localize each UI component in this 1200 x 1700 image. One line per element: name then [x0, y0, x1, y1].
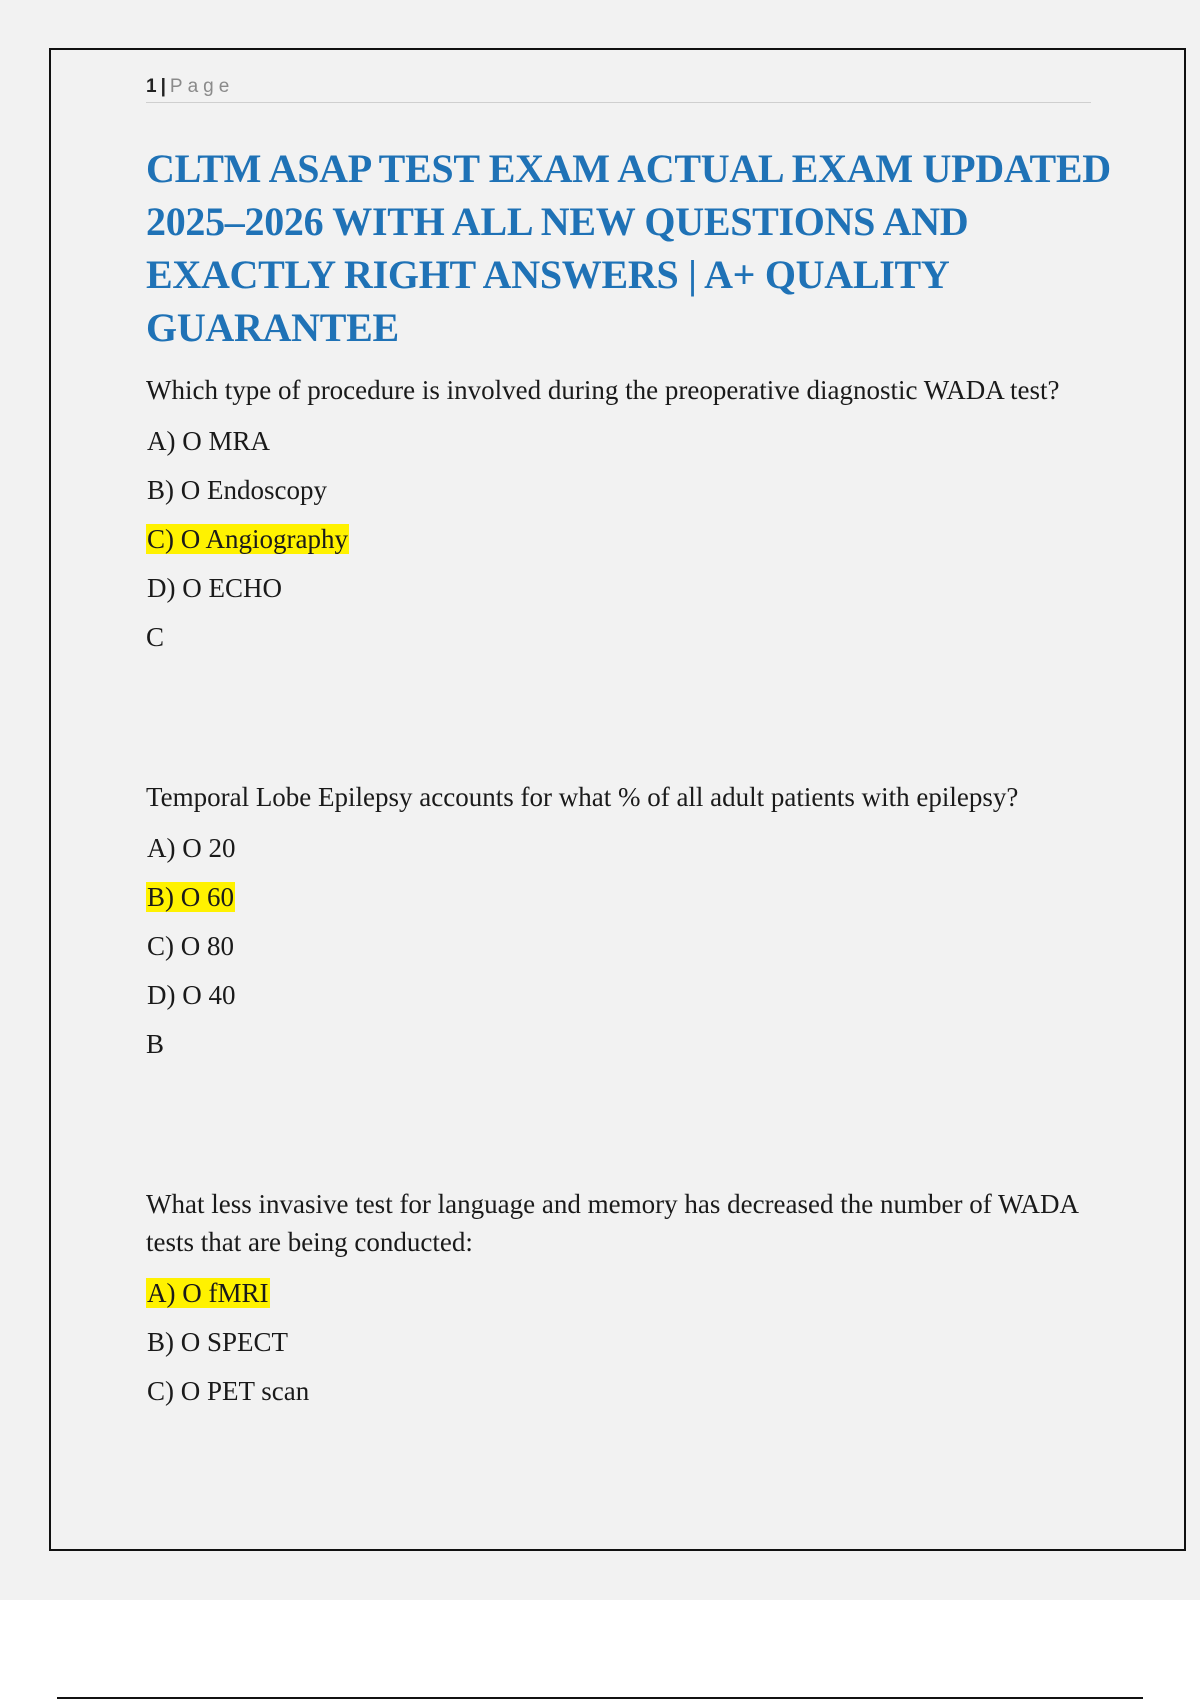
option-label: B) O Endoscopy	[147, 475, 327, 505]
option-label: D) O ECHO	[147, 573, 282, 603]
correct-answer: C	[146, 622, 165, 652]
correct-answer: B	[146, 1029, 165, 1059]
answer-option[interactable]	[146, 473, 1121, 507]
answer-option[interactable]	[146, 831, 1121, 865]
answer-option-highlighted[interactable]	[146, 1276, 1121, 1310]
question-block-2	[146, 778, 1121, 1061]
answer-option[interactable]	[146, 929, 1121, 963]
page-word: Page	[169, 76, 235, 97]
option-label: B) O SPECT	[147, 1327, 289, 1357]
option-label: D) O 40	[147, 980, 236, 1010]
answer-option[interactable]	[146, 978, 1121, 1012]
question-text: Which type of procedure is involved during the preoperative diagnostic WADA test?	[146, 375, 1060, 405]
question-text: What less invasive test for language and memory has decreased the number of WADA tests that are being conducted:	[146, 1189, 1078, 1257]
document-title: CLTM ASAP TEST EXAM ACTUAL EXAM UPDATED 2025–2026 WITH ALL NEW QUESTIONS AND EXACTLY RIGHT ANSWERS | A+ QUALITY GUARANTEE	[146, 146, 1111, 350]
option-label: B) O 60	[147, 882, 234, 912]
spacer	[146, 654, 1121, 778]
answer-option[interactable]	[146, 1325, 1121, 1359]
option-label: A) O 20	[147, 833, 236, 863]
answer-option[interactable]	[146, 1374, 1121, 1408]
option-label: A) O MRA	[147, 426, 271, 456]
page-header	[146, 72, 1091, 103]
question-text: Temporal Lobe Epilepsy accounts for what % of all adult patients with epilepsy?	[146, 782, 1019, 812]
page-header-separator: |	[160, 76, 166, 97]
question-block-3	[146, 1185, 1121, 1408]
answer-option[interactable]	[146, 571, 1121, 605]
answer-option-highlighted[interactable]	[146, 522, 1121, 556]
option-label: C) O 80	[147, 931, 234, 961]
page-number: 1	[146, 76, 157, 97]
next-page-top-rule	[57, 1697, 1143, 1699]
answer-option-highlighted[interactable]	[146, 880, 1121, 914]
question-block-1	[146, 371, 1121, 654]
option-label: C) O Angiography	[147, 524, 348, 554]
option-label: C) O PET scan	[147, 1376, 310, 1406]
document-page	[49, 48, 1186, 1551]
spacer	[146, 1061, 1121, 1185]
option-label: A) O fMRI	[147, 1278, 269, 1308]
answer-option[interactable]	[146, 424, 1121, 458]
page-content	[146, 142, 1121, 1408]
